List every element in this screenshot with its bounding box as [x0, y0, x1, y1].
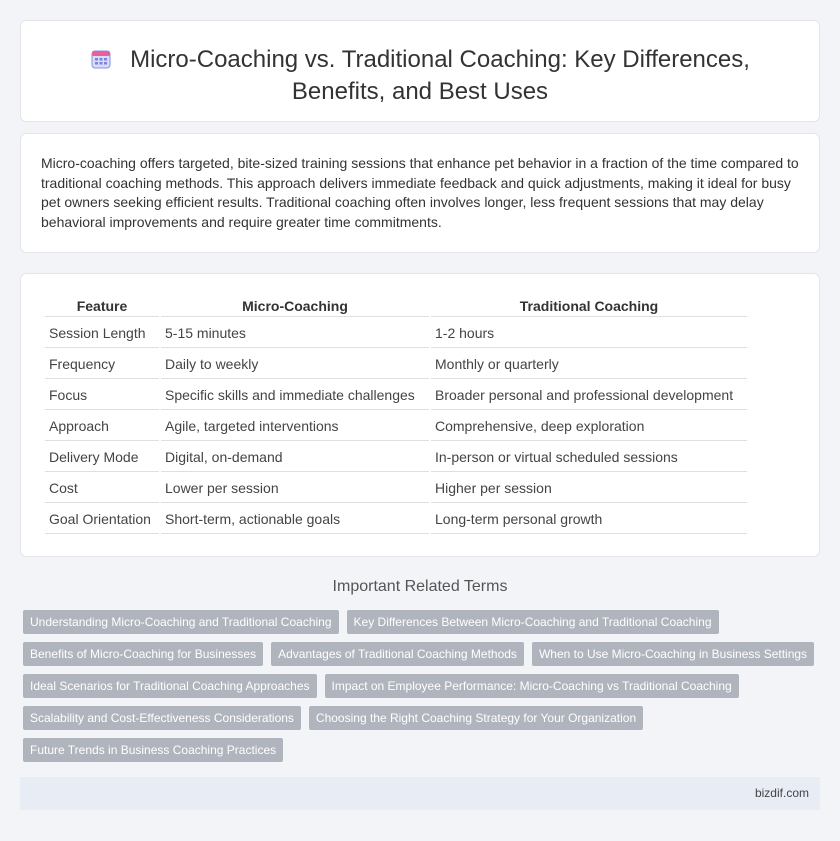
table-cell: Delivery Mode — [45, 443, 159, 472]
table-cell: Approach — [45, 412, 159, 441]
table-cell: Higher per session — [431, 474, 747, 503]
header-feature: Feature — [45, 296, 159, 317]
table-row — [45, 505, 747, 534]
page-title — [81, 45, 759, 106]
table-cell: Session Length — [45, 319, 159, 348]
table-cell: Cost — [45, 474, 159, 503]
table-row — [45, 474, 747, 503]
table-cell: Short-term, actionable goals — [161, 505, 429, 534]
related-term-tag[interactable]: Key Differences Between Micro-Coaching and Traditional Coaching — [347, 610, 719, 634]
site-link[interactable]: bizdif.com — [754, 786, 809, 800]
related-term-tag[interactable]: Understanding Micro-Coaching and Traditional Coaching — [23, 610, 339, 634]
table-cell: Long-term personal growth — [431, 505, 747, 534]
table-cell: Monthly or quarterly — [431, 350, 747, 379]
table-cell: Focus — [45, 381, 159, 410]
related-term-tag[interactable]: Choosing the Right Coaching Strategy for Your Organization — [309, 706, 643, 730]
table-header-row — [45, 296, 747, 317]
table-cell: Goal Orientation — [45, 505, 159, 534]
related-term-tag[interactable]: Advantages of Traditional Coaching Methods — [271, 642, 524, 666]
related-term-tag[interactable]: Future Trends in Business Coaching Practices — [23, 738, 283, 762]
table-cell: In-person or virtual scheduled sessions — [431, 443, 747, 472]
related-terms-heading: Important Related Terms — [332, 578, 508, 595]
table-row — [45, 381, 747, 410]
table-row — [45, 412, 747, 441]
table-cell: Broader personal and professional development — [431, 381, 747, 410]
intro-card — [20, 133, 820, 253]
comparison-card — [20, 273, 820, 557]
intro-paragraph: Micro-coaching offers targeted, bite-sized training sessions that enhance pet behavior in a fraction of the time compared to traditional coaching methods. This approach delivers immediate feedback and quick adjustments, making it ideal for busy pet owners seeking efficient results. Traditional coaching often involves longer, less frequent sessions that may delay behavioral improvements and require greater time commitments. — [41, 155, 799, 230]
related-term-tag[interactable]: When to Use Micro-Coaching in Business Settings — [532, 642, 814, 666]
table-cell: 5-15 minutes — [161, 319, 429, 348]
header-micro-coaching: Micro-Coaching — [161, 296, 429, 317]
header-traditional-coaching: Traditional Coaching — [431, 296, 747, 317]
related-terms-list — [23, 610, 823, 770]
related-term-tag[interactable]: Scalability and Cost-Effectiveness Considerations — [23, 706, 301, 730]
table-row — [45, 350, 747, 379]
table-cell: Comprehensive, deep exploration — [431, 412, 747, 441]
table-row — [45, 319, 747, 348]
table-cell: Frequency — [45, 350, 159, 379]
table-cell: 1-2 hours — [431, 319, 747, 348]
comparison-table — [43, 294, 749, 536]
related-term-tag[interactable]: Benefits of Micro-Coaching for Businesses — [23, 642, 263, 666]
footer — [20, 777, 820, 810]
header-card — [20, 20, 820, 122]
related-term-tag[interactable]: Ideal Scenarios for Traditional Coaching Approaches — [23, 674, 317, 698]
table-cell: Lower per session — [161, 474, 429, 503]
table-cell: Specific skills and immediate challenges — [161, 381, 429, 410]
calendar-icon — [90, 48, 112, 77]
table-cell: Digital, on-demand — [161, 443, 429, 472]
page-title-text: Micro-Coaching vs. Traditional Coaching: Key Differences, Benefits, and Best Uses — [130, 46, 750, 105]
table-row — [45, 443, 747, 472]
table-cell: Daily to weekly — [161, 350, 429, 379]
table-cell: Agile, targeted interventions — [161, 412, 429, 441]
related-term-tag[interactable]: Impact on Employee Performance: Micro-Coaching vs Traditional Coaching — [325, 674, 739, 698]
